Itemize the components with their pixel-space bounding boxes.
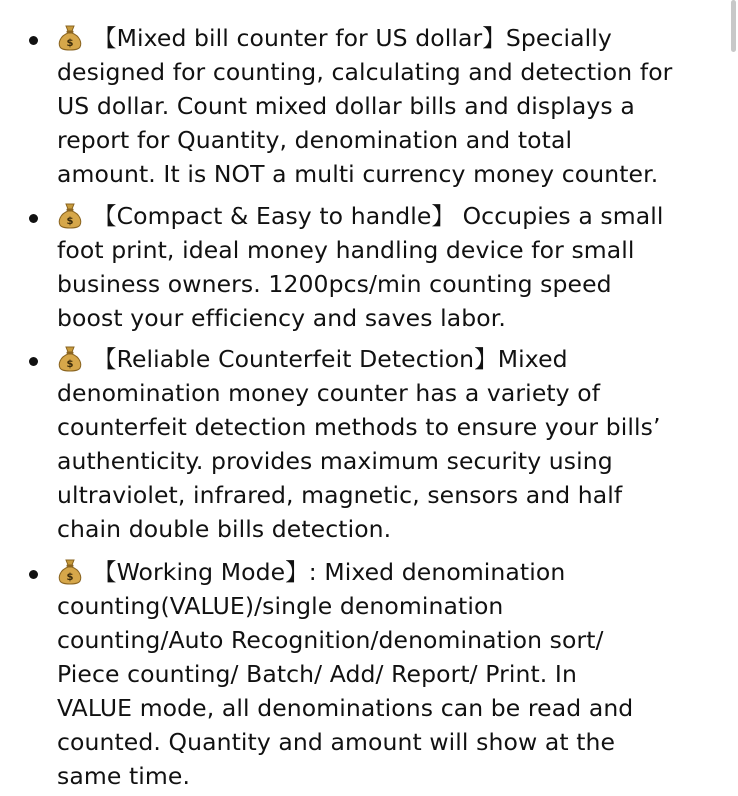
bullet-line: denomination money counter has a variety of (57, 379, 601, 407)
bullet-line: counting(VALUE)/single denomination (57, 592, 504, 620)
bullet-line: $ 【Mixed bill counter for US dollar】Specially (57, 21, 725, 55)
bullet-line: VALUE mode, all denominations can be read and (57, 694, 634, 722)
svg-text:$: $ (66, 38, 74, 49)
bullet-text (57, 342, 725, 546)
bullet-line: authenticity. provides maximum security using (57, 447, 613, 475)
bullet-line: amount. It is NOT a multi currency money counter. (57, 160, 659, 188)
bullet-line: Piece counting/ Batch/ Add/ Report/ Print. In (57, 660, 577, 688)
bullet-line: counting/Auto Recognition/denomination sort/ (57, 626, 604, 654)
bullet-text (57, 199, 725, 335)
svg-text:$: $ (66, 216, 74, 227)
bullet-line: same time. (57, 762, 191, 790)
bullet-line: designed for counting, calculating and detection for (57, 58, 673, 86)
money-bag-icon (57, 558, 83, 586)
bullet-dot (29, 36, 38, 45)
bullet-line: report for Quantity, denomination and total (57, 126, 573, 154)
money-bag-icon (57, 24, 83, 52)
money-bag-icon (57, 202, 83, 230)
bullet-line: chain double bills detection. (57, 515, 392, 543)
bullet-line: counted. Quantity and amount will show at the (57, 728, 616, 756)
svg-text:$: $ (66, 572, 74, 583)
svg-text:$: $ (66, 359, 74, 370)
bullet-line: counterfeit detection methods to ensure your bills’ (57, 413, 661, 441)
vertical-scrollbar[interactable] (731, 0, 736, 52)
bullet-line: $ 【Compact & Easy to handle】 Occupies a small (57, 199, 725, 233)
bullet-line: US dollar. Count mixed dollar bills and displays a (57, 92, 635, 120)
bullet-line: foot print, ideal money handling device for small (57, 236, 635, 264)
bullet-line: boost your efficiency and saves labor. (57, 304, 506, 332)
bullet-dot (29, 357, 38, 366)
bullet-line: business owners. 1200pcs/min counting speed (57, 270, 612, 298)
bullet-dot (29, 214, 38, 223)
bullet-text (57, 555, 725, 793)
bullet-line: ultraviolet, infrared, magnetic, sensors and half (57, 481, 623, 509)
money-bag-icon (57, 345, 83, 373)
bullet-dot (29, 570, 38, 579)
bullet-line: $ 【Working Mode】: Mixed denomination (57, 555, 725, 589)
bullet-line: $ 【Reliable Counterfeit Detection】Mixed (57, 342, 725, 376)
bullet-text (57, 21, 725, 191)
